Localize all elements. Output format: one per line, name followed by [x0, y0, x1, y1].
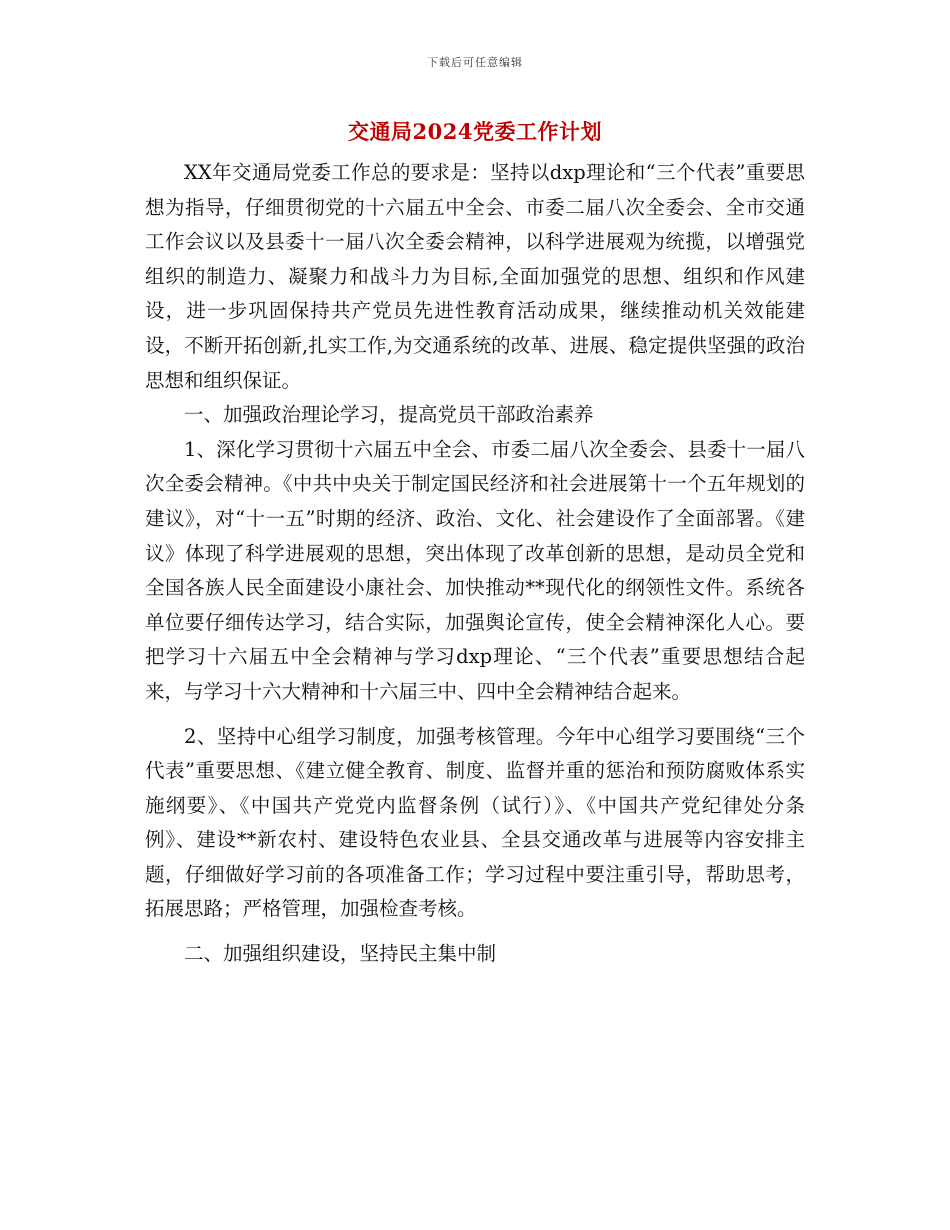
section-heading-1: 一、加强政治理论学习，提高党员干部政治素养 — [184, 403, 594, 427]
paragraph-item-1: 1、深化学习贯彻十六届五中全会、市委二届八次全委会、县委十一届八次全委会精神。《中共中央关于制定国民经济和社会进展第十一个五年规划的建议》，对“十一五”时期的经济、政治、文化、社会建设作了全面部署。《建议》体现了科学进展观的思想，突出体现了改革创新的思想，是动员全党和全国各族人民全面建设小康社会、加快推动**现代化的纲领性文件。系统各单位要仔细传达学习，结合实际，加强舆论宣传，使全会精神深化人心。要把学习十六届五中全会精神与学习dxp理论、“三个代表”重要思想结合起来，与学习十六大精神和十六届三中、四中全会精神结合起来。 — [145, 437, 805, 703]
document-title: 交通局2024党委工作计划 — [348, 119, 602, 144]
paragraph-intro: XX年交通局党委工作总的要求是：坚持以dxp理论和“三个代表”重要思想为指导，仔细贯彻党的十六届五中全会、市委二届八次全委会、全市交通工作会议以及县委十一届八次全委会精神，以科学进展观为统揽，以增强党组织的制造力、凝聚力和战斗力为目标,全面加强党的思想、组织和作风建设，进一步巩固保持共产党员先进性教育活动成果，继续推动机关效能建设，不断开拓创新,扎实工作,为交通系统的改革、进展、稳定提供坚强的政治思想和组织保证。 — [145, 161, 805, 392]
page-header: 下载后可任意编辑 — [427, 56, 523, 69]
section-heading-2: 二、加强组织建设，坚持民主集中制 — [184, 942, 497, 966]
paragraph-item-2: 2、坚持中心组学习制度，加强考核管理。今年中心组学习要围绕“三个代表”重要思想、《建立健全教育、制度、监督并重的惩治和预防腐败体系实施纲要》、《中国共产党党内监督条例（试行）》、《中国共产党纪律处分条例》、建设**新农村、建设特色农业县、全县交通改革与进展等内容安排主题，仔细做好学习前的各项准备工作；学习过程中要注重引导，帮助思考，拓展思路；严格管理，加强检查考核。 — [145, 724, 805, 921]
document-body — [145, 156, 805, 972]
